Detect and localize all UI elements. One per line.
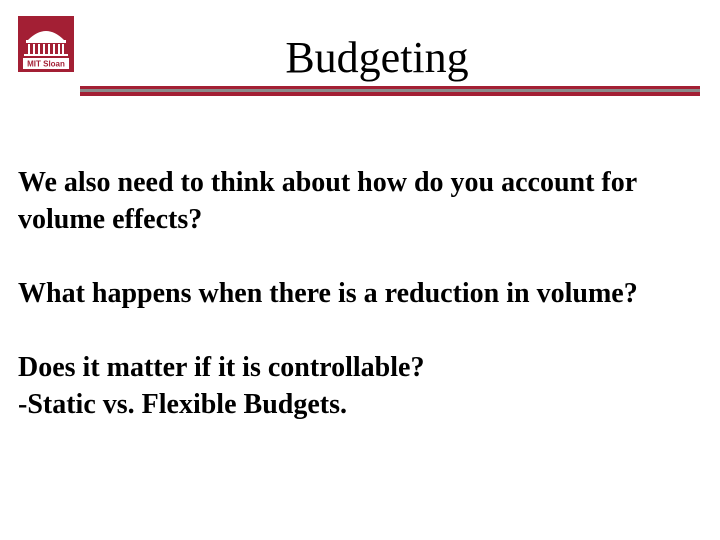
paragraph-spacer xyxy=(18,312,708,349)
paragraph-spacer xyxy=(18,238,708,275)
body-paragraph-controllable: Does it matter if it is controllable? xyxy=(18,352,425,383)
body-paragraph-budget-types: -Static vs. Flexible Budgets. xyxy=(18,389,347,420)
mit-sloan-logo xyxy=(18,16,74,72)
title-divider-bottom xyxy=(80,92,700,96)
slide-body xyxy=(18,164,708,423)
slide-title: Budgeting xyxy=(285,33,469,82)
svg-text:MIT Sloan: MIT Sloan xyxy=(27,59,65,69)
mit-dome-icon xyxy=(18,16,74,72)
body-paragraph-volume-reduction: What happens when there is a reduction in volume? xyxy=(18,278,638,309)
body-paragraph-volume-effects: We also need to think about how do you account for volume effects? xyxy=(18,167,637,235)
